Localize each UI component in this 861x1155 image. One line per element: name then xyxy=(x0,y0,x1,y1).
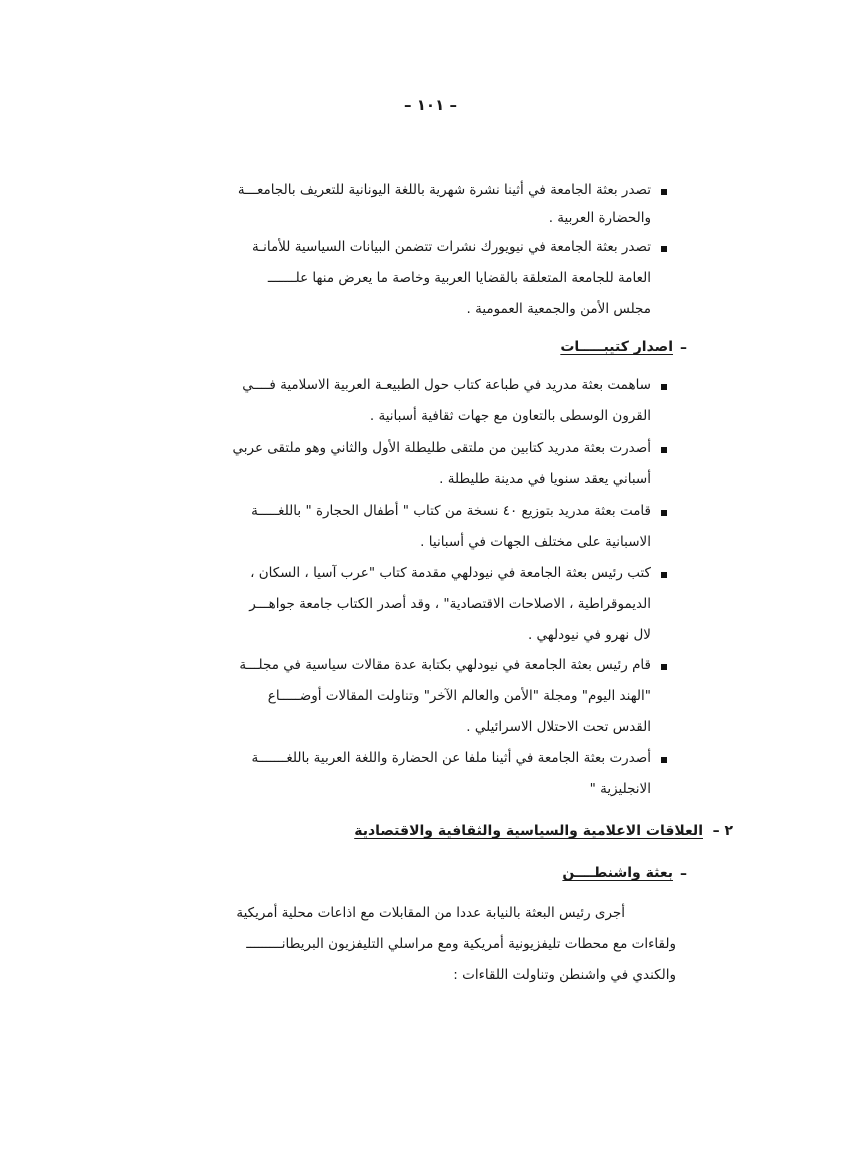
paragraph-line: أجرى رئيس البعثة بالنيابة عددا من المقابلات مع اذاعات محلية أمريكية xyxy=(236,905,625,921)
bullet-marker xyxy=(661,189,667,195)
item-text-line: تصدر بعثة الجامعة في نيويورك نشرات تتضمن البيانات السياسية للأمانـة xyxy=(251,239,651,255)
item-text-line: العامة للجامعة المتعلقة بالقضايا العربية وخاصة ما يعرض منها علـــــــ xyxy=(267,270,651,286)
bullet-marker xyxy=(661,664,667,670)
item-text-line: ساهمت بعثة مدريد في طباعة كتاب حول الطبيعـة العربية الاسلامية فــــي xyxy=(242,377,651,393)
item-text-line: كتب رئيس بعثة الجامعة في نيودلهي مقدمة كتاب "عرب آسيا ، السكان ، xyxy=(250,565,651,581)
item-text-line: مجلس الأمن والجمعية العمومية . xyxy=(466,301,651,317)
item-text-line: القرون الوسطى بالتعاون مع جهات ثقافية أسبانية . xyxy=(369,408,651,424)
item-text-line: أصدرت بعثة مدريد كتابين من ملتقى طليطلة الأول والثاني وهو ملتقى عربي xyxy=(232,440,651,456)
heading-washington: بعثة واشنطــــن xyxy=(562,865,673,881)
item-text-line: "الهند اليوم" ومجلة "الأمن والعالم الآخر" وتناولت المقالات أوضـــــاع xyxy=(267,688,651,704)
item-text-line: الاسبانية على مختلف الجهات في أسبانيا . xyxy=(420,534,651,550)
bullet-marker xyxy=(661,447,667,453)
paragraph-line: ولقاءات مع محطات تليفزيونية أمريكية ومع مراسلي التليفزيون البريطانـــــــــ xyxy=(246,936,676,952)
item-text-line: قام رئيس بعثة الجامعة في نيودلهي بكتابة عدة مقالات سياسية في مجلـــة xyxy=(239,657,651,673)
page-number: – ١٠١ – xyxy=(404,96,457,114)
heading-books: اصدار كتيبـــــات xyxy=(560,339,673,355)
item-text-line: أصدرت بعثة الجامعة في أثينا ملفا عن الحضارة واللغة العربية باللغـــــــة xyxy=(251,750,651,766)
bullet-marker xyxy=(661,246,667,252)
item-text-line: والحضارة العربية . xyxy=(548,210,651,226)
paragraph-line: والكندي في واشنطن وتناولت اللقاءات : xyxy=(453,967,676,983)
section-number: ٢ – xyxy=(712,823,733,839)
item-text-line: الانجليزية " xyxy=(589,781,651,797)
bullet-marker xyxy=(661,384,667,390)
item-text-line: قامت بعثة مدريد بتوزيع ٤٠ نسخة من كتاب " أطفال الحجارة " باللغـــــة xyxy=(251,503,651,519)
section-title: العلاقات الاعلامية والسياسية والثقافية والاقتصادية xyxy=(354,823,703,839)
item-text-line: لال نهرو في نيودلهي . xyxy=(527,627,651,643)
heading-dash: – xyxy=(680,866,687,882)
item-text-line: أسباني يعقد سنويا في مدينة طليطلة . xyxy=(439,471,651,487)
item-text-line: القدس تحت الاحتلال الاسرائيلي . xyxy=(466,719,651,735)
bullet-marker xyxy=(661,510,667,516)
heading-dash: – xyxy=(680,340,687,356)
bullet-marker xyxy=(661,757,667,763)
bullet-marker xyxy=(661,572,667,578)
item-text-line: تصدر بعثة الجامعة في أثينا نشرة شهرية باللغة اليونانية للتعريف بالجامعـــة xyxy=(237,182,651,198)
item-text-line: الديموقراطية ، الاصلاحات الاقتصادية" ، وقد أصدر الكتاب جامعة جواهـــر xyxy=(249,596,651,612)
